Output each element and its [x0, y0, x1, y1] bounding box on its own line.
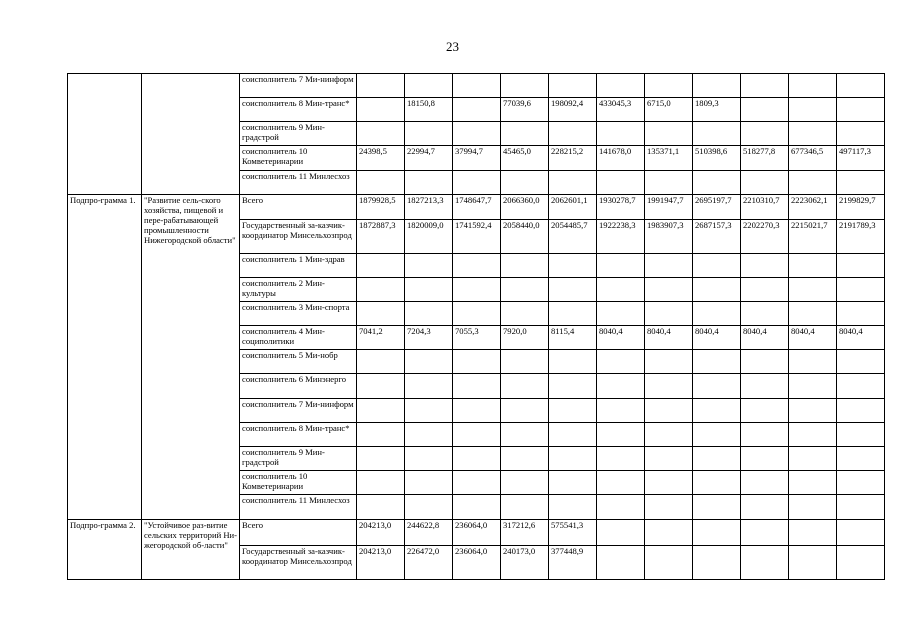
- value-cell: 518277,8: [741, 146, 789, 171]
- value-cell: [741, 171, 789, 195]
- value-cell: [549, 423, 597, 447]
- value-cell: 377448,9: [549, 546, 597, 580]
- value-cell: [741, 254, 789, 278]
- value-cell: [549, 122, 597, 146]
- value-cell: 18150,8: [405, 98, 453, 122]
- value-cell: [693, 399, 741, 423]
- value-cell: [453, 302, 501, 326]
- value-cell: [837, 74, 885, 98]
- value-cell: [741, 302, 789, 326]
- value-cell: 8040,4: [741, 326, 789, 350]
- executor-cell: соисполнитель 8 Мин-транс*: [240, 98, 357, 122]
- value-cell: [837, 122, 885, 146]
- value-cell: 2687157,3: [693, 220, 741, 254]
- value-cell: [741, 74, 789, 98]
- executor-cell: соисполнитель 9 Мин-градстрой: [240, 122, 357, 146]
- value-cell: [741, 350, 789, 374]
- value-cell: [789, 399, 837, 423]
- value-cell: [837, 171, 885, 195]
- value-cell: [357, 495, 405, 520]
- value-cell: 1922238,3: [597, 220, 645, 254]
- value-cell: 2695197,7: [693, 195, 741, 220]
- budget-table: [67, 73, 885, 580]
- value-cell: 317212,6: [501, 520, 549, 546]
- value-cell: [453, 254, 501, 278]
- value-cell: [453, 423, 501, 447]
- value-cell: [837, 423, 885, 447]
- value-cell: [453, 374, 501, 399]
- value-cell: [549, 471, 597, 495]
- value-cell: [501, 423, 549, 447]
- subprogram-name-cell: "Устойчивое раз-витие сельских территорий Ни-жегородской об-ласти": [142, 520, 240, 580]
- value-cell: [357, 471, 405, 495]
- value-cell: [357, 74, 405, 98]
- value-cell: [789, 350, 837, 374]
- value-cell: 37994,7: [453, 146, 501, 171]
- value-cell: [597, 254, 645, 278]
- value-cell: [501, 254, 549, 278]
- value-cell: [693, 122, 741, 146]
- value-cell: [597, 122, 645, 146]
- value-cell: [789, 122, 837, 146]
- value-cell: [357, 423, 405, 447]
- value-cell: 24398,5: [357, 146, 405, 171]
- value-cell: 2062601,1: [549, 195, 597, 220]
- value-cell: [453, 171, 501, 195]
- executor-cell: Всего: [240, 520, 357, 546]
- value-cell: 1809,3: [693, 98, 741, 122]
- value-cell: 7920,0: [501, 326, 549, 350]
- page-number: 23: [446, 39, 459, 54]
- value-cell: [597, 495, 645, 520]
- subprogram-cell: Подпро-грамма 2.: [68, 520, 142, 580]
- table-row: [68, 74, 885, 98]
- value-cell: [357, 374, 405, 399]
- value-cell: 244622,8: [405, 520, 453, 546]
- value-cell: 1991947,7: [645, 195, 693, 220]
- value-cell: [597, 350, 645, 374]
- value-cell: [693, 74, 741, 98]
- value-cell: 2191789,3: [837, 220, 885, 254]
- value-cell: [405, 495, 453, 520]
- value-cell: [405, 399, 453, 423]
- value-cell: [405, 302, 453, 326]
- value-cell: [645, 122, 693, 146]
- value-cell: [405, 278, 453, 302]
- value-cell: 1827213,3: [405, 195, 453, 220]
- value-cell: [453, 350, 501, 374]
- value-cell: 1820009,0: [405, 220, 453, 254]
- value-cell: 1872887,3: [357, 220, 405, 254]
- value-cell: [693, 447, 741, 471]
- value-cell: [837, 98, 885, 122]
- value-cell: [549, 302, 597, 326]
- value-cell: [693, 278, 741, 302]
- subprogram-name-cell: [142, 74, 240, 195]
- value-cell: 141678,0: [597, 146, 645, 171]
- table-row: [68, 520, 885, 546]
- value-cell: [645, 546, 693, 580]
- executor-cell: Государственный за-казчик-координатор Минсельхозпрод: [240, 546, 357, 580]
- value-cell: [693, 350, 741, 374]
- value-cell: [693, 171, 741, 195]
- value-cell: [789, 302, 837, 326]
- value-cell: [549, 374, 597, 399]
- value-cell: [597, 171, 645, 195]
- value-cell: [741, 495, 789, 520]
- value-cell: [645, 471, 693, 495]
- value-cell: 8040,4: [597, 326, 645, 350]
- value-cell: 497117,3: [837, 146, 885, 171]
- value-cell: [645, 447, 693, 471]
- value-cell: [645, 520, 693, 546]
- value-cell: [357, 447, 405, 471]
- value-cell: 7055,3: [453, 326, 501, 350]
- value-cell: [741, 399, 789, 423]
- executor-cell: соисполнитель 6 Минэнерго: [240, 374, 357, 399]
- value-cell: 8040,4: [693, 326, 741, 350]
- value-cell: 198092,4: [549, 98, 597, 122]
- value-cell: [789, 254, 837, 278]
- value-cell: [501, 471, 549, 495]
- executor-cell: Государственный за-казчик-координатор Минсельхозпрод: [240, 220, 357, 254]
- value-cell: [453, 447, 501, 471]
- value-cell: [693, 423, 741, 447]
- value-cell: [597, 399, 645, 423]
- value-cell: [405, 471, 453, 495]
- value-cell: [837, 374, 885, 399]
- value-cell: [645, 399, 693, 423]
- table-row: [68, 195, 885, 220]
- executor-cell: соисполнитель 3 Мин-спорта: [240, 302, 357, 326]
- value-cell: [597, 447, 645, 471]
- value-cell: [789, 374, 837, 399]
- value-cell: [693, 302, 741, 326]
- value-cell: [693, 374, 741, 399]
- value-cell: [741, 447, 789, 471]
- value-cell: [837, 350, 885, 374]
- value-cell: [549, 254, 597, 278]
- value-cell: [645, 302, 693, 326]
- value-cell: [837, 302, 885, 326]
- value-cell: [501, 122, 549, 146]
- value-cell: 1983907,3: [645, 220, 693, 254]
- value-cell: [597, 423, 645, 447]
- value-cell: [645, 495, 693, 520]
- value-cell: 77039,6: [501, 98, 549, 122]
- value-cell: [741, 278, 789, 302]
- value-cell: 2210310,7: [741, 195, 789, 220]
- value-cell: [597, 374, 645, 399]
- value-cell: [357, 350, 405, 374]
- executor-cell: соисполнитель 4 Мин-социполитики: [240, 326, 357, 350]
- value-cell: [549, 495, 597, 520]
- value-cell: [405, 74, 453, 98]
- value-cell: [645, 278, 693, 302]
- value-cell: [357, 171, 405, 195]
- value-cell: [549, 74, 597, 98]
- value-cell: [693, 495, 741, 520]
- value-cell: [453, 122, 501, 146]
- value-cell: [837, 254, 885, 278]
- value-cell: [837, 447, 885, 471]
- executor-cell: соисполнитель 2 Мин-культуры: [240, 278, 357, 302]
- value-cell: [597, 302, 645, 326]
- value-cell: [501, 302, 549, 326]
- value-cell: 6715,0: [645, 98, 693, 122]
- value-cell: [837, 520, 885, 546]
- value-cell: [693, 471, 741, 495]
- value-cell: [501, 447, 549, 471]
- value-cell: [789, 278, 837, 302]
- value-cell: [597, 520, 645, 546]
- value-cell: 433045,3: [597, 98, 645, 122]
- value-cell: [405, 171, 453, 195]
- value-cell: [357, 302, 405, 326]
- value-cell: [597, 74, 645, 98]
- value-cell: [501, 374, 549, 399]
- value-cell: [741, 520, 789, 546]
- value-cell: [501, 350, 549, 374]
- value-cell: 236064,0: [453, 520, 501, 546]
- value-cell: [453, 399, 501, 423]
- executor-cell: соисполнитель 11 Минлесхоз: [240, 495, 357, 520]
- value-cell: [501, 74, 549, 98]
- value-cell: 510398,6: [693, 146, 741, 171]
- value-cell: [405, 350, 453, 374]
- value-cell: [549, 350, 597, 374]
- value-cell: 2215021,7: [789, 220, 837, 254]
- value-cell: [501, 495, 549, 520]
- value-cell: [789, 546, 837, 580]
- value-cell: [357, 254, 405, 278]
- value-cell: [837, 546, 885, 580]
- value-cell: 575541,3: [549, 520, 597, 546]
- value-cell: 226472,0: [405, 546, 453, 580]
- value-cell: 8115,4: [549, 326, 597, 350]
- value-cell: [645, 74, 693, 98]
- value-cell: 22994,7: [405, 146, 453, 171]
- value-cell: 1748647,7: [453, 195, 501, 220]
- value-cell: 2202270,3: [741, 220, 789, 254]
- executor-cell: соисполнитель 8 Мин-транс*: [240, 423, 357, 447]
- value-cell: 2058440,0: [501, 220, 549, 254]
- value-cell: [501, 171, 549, 195]
- value-cell: [645, 374, 693, 399]
- value-cell: [645, 171, 693, 195]
- value-cell: [789, 471, 837, 495]
- value-cell: 228215,2: [549, 146, 597, 171]
- value-cell: [405, 423, 453, 447]
- value-cell: [357, 122, 405, 146]
- value-cell: 236064,0: [453, 546, 501, 580]
- value-cell: [789, 423, 837, 447]
- value-cell: [741, 98, 789, 122]
- value-cell: [741, 122, 789, 146]
- value-cell: [741, 471, 789, 495]
- value-cell: [741, 423, 789, 447]
- value-cell: 135371,1: [645, 146, 693, 171]
- value-cell: [837, 399, 885, 423]
- value-cell: 2223062,1: [789, 195, 837, 220]
- value-cell: [789, 447, 837, 471]
- value-cell: 45465,0: [501, 146, 549, 171]
- value-cell: [597, 471, 645, 495]
- value-cell: [789, 495, 837, 520]
- value-cell: [549, 171, 597, 195]
- value-cell: 2054485,7: [549, 220, 597, 254]
- value-cell: 1879928,5: [357, 195, 405, 220]
- value-cell: [453, 278, 501, 302]
- value-cell: [453, 74, 501, 98]
- value-cell: [789, 171, 837, 195]
- value-cell: [645, 350, 693, 374]
- value-cell: [501, 278, 549, 302]
- value-cell: [549, 278, 597, 302]
- value-cell: 2066360,0: [501, 195, 549, 220]
- value-cell: [453, 98, 501, 122]
- value-cell: 1930278,7: [597, 195, 645, 220]
- value-cell: [645, 254, 693, 278]
- subprogram-cell: [68, 74, 142, 195]
- value-cell: [741, 374, 789, 399]
- value-cell: [453, 495, 501, 520]
- subprogram-name-cell: "Развитие сель-ского хозяйства, пищевой и пере-рабатывающей промышленности Нижегородской области": [142, 195, 240, 520]
- value-cell: [597, 278, 645, 302]
- value-cell: [837, 495, 885, 520]
- value-cell: [405, 447, 453, 471]
- value-cell: 2199829,7: [837, 195, 885, 220]
- value-cell: [549, 399, 597, 423]
- value-cell: [789, 74, 837, 98]
- value-cell: [597, 546, 645, 580]
- value-cell: [357, 98, 405, 122]
- value-cell: [357, 399, 405, 423]
- executor-cell: соисполнитель 10 Комветеринарии: [240, 146, 357, 171]
- value-cell: [741, 546, 789, 580]
- value-cell: [549, 447, 597, 471]
- value-cell: 204213,0: [357, 546, 405, 580]
- executor-cell: соисполнитель 7 Ми-нинформ: [240, 74, 357, 98]
- value-cell: 7204,3: [405, 326, 453, 350]
- value-cell: [789, 520, 837, 546]
- value-cell: [501, 399, 549, 423]
- value-cell: [405, 374, 453, 399]
- executor-cell: соисполнитель 1 Мин-здрав: [240, 254, 357, 278]
- value-cell: 7041,2: [357, 326, 405, 350]
- executor-cell: соисполнитель 11 Минлесхоз: [240, 171, 357, 195]
- subprogram-cell: Подпро-грамма 1.: [68, 195, 142, 520]
- value-cell: 204213,0: [357, 520, 405, 546]
- value-cell: [693, 546, 741, 580]
- executor-cell: Всего: [240, 195, 357, 220]
- value-cell: [837, 471, 885, 495]
- value-cell: [837, 278, 885, 302]
- value-cell: [645, 423, 693, 447]
- value-cell: 8040,4: [789, 326, 837, 350]
- value-cell: [405, 254, 453, 278]
- value-cell: 8040,4: [645, 326, 693, 350]
- value-cell: [453, 471, 501, 495]
- value-cell: 1741592,4: [453, 220, 501, 254]
- executor-cell: соисполнитель 7 Ми-нинформ: [240, 399, 357, 423]
- value-cell: [405, 122, 453, 146]
- value-cell: [693, 254, 741, 278]
- executor-cell: соисполнитель 10 Комветеринарии: [240, 471, 357, 495]
- value-cell: [357, 278, 405, 302]
- value-cell: [789, 98, 837, 122]
- value-cell: 240173,0: [501, 546, 549, 580]
- executor-cell: соисполнитель 5 Ми-нобр: [240, 350, 357, 374]
- value-cell: 677346,5: [789, 146, 837, 171]
- executor-cell: соисполнитель 9 Мин-градстрой: [240, 447, 357, 471]
- value-cell: 8040,4: [837, 326, 885, 350]
- value-cell: [693, 520, 741, 546]
